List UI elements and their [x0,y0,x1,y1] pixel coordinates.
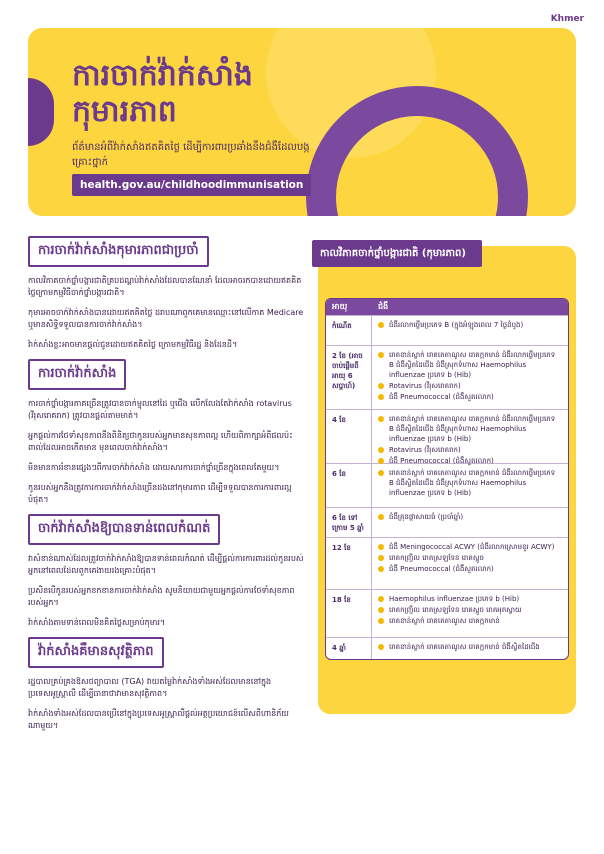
table-body [326,315,568,659]
disease-text: ជំងឺ Pneumococcal (ជំងឺសួតរលាក) [389,457,494,465]
paragraph: អ្នកផ្តល់ការថែទាំសុខភាពនឹងពិនិត្យថាកូនរបស់អ្នកមានសុខភាពល្អ ហើយពិភាក្សាអំពីផលប៉ះពាល់ដែលអាចកើតមាន មុនពេលចាក់វ៉ាក់សាំង។ [28,431,293,452]
bullet-icon [378,596,384,602]
age-cell: 6 ខែ [326,464,372,507]
bullet-icon [378,618,384,624]
schedule-table [325,298,569,660]
decorative-leaf [28,78,54,146]
table-row [326,537,568,589]
paragraph: កុមារអាចចាក់វ៉ាក់សាំងបានដោយឥតគិតថ្លៃ ដរាបណាពួកគេមានឈ្មោះនៅលើកាត Medicare ឬមានសិទ្ធិទទួលបានការចាក់វ៉ាក់សាំង។ [28,308,304,329]
section-heading: ការចាក់វ៉ាក់សាំងកុមារភាពជាប្រចាំ [28,236,209,267]
disease-item [378,392,562,402]
disease-item [378,542,562,552]
language-label: Khmer [550,14,584,24]
disease-item [378,642,562,652]
age-cell: 2 ខែ (អាចចាប់ផ្តើមពីអាយុ 6 សប្តាហ៍) [326,346,372,409]
age-cell: 4 ខែ [326,410,372,463]
paragraph: វ៉ាក់សាំងតាមទាន់ពេលមិនគិតថ្លៃសម្រាប់កុមារ។ [28,618,166,627]
disease-text: ជំងឺ Meningococcal ACWY (ជំងឺរលាកស្រោមខួរ ACWY) [389,543,555,551]
disease-text: ជំងឺ Pneumococcal (ជំងឺសួតរលាក) [389,565,494,573]
disease-item [378,605,562,615]
bullet-icon [378,470,384,476]
website-link[interactable]: health.gov.au/childhoodimmunisation [72,174,311,196]
disease-text: រោគខាន់ស្លាក់ រោគតេតាណូស រោគក្អកមាន់ ជំងឺរលាកថ្លើមប្រភេទ B ជំងឺស្វិតដៃជើង ជំងឺស្រុកទំហាស Haemophilus influenzae ប្រភេទ b (Hib) [389,469,556,497]
schedule-title: កាលវិភាគចាក់ថ្នាំបង្ការជាតិ (កុមារភាព) [312,240,482,267]
age-cell: 12 ខែ [326,538,372,589]
schedule-panel [318,246,576,714]
paragraph: វ៉ាក់សាំងទាំងអស់ដែលបានប្រើនៅក្នុងប្រទេសអូស្ត្រាលីផ្តល់អត្ថប្រយោជន៍លើសពីហានិភ័យណាមួយ។ [28,709,289,730]
article-body [28,236,304,740]
disease-text: Rotavirus (វីរុសរោគរាក) [389,382,461,390]
disease-text: ជំងឺរលាកថ្លើមប្រភេទ B (ក្នុងអំឡុងពេល 7 ថ្ងៃដំបូង) [389,321,524,329]
page-title: ការចាក់វ៉ាក់សាំងកុមារភាព [72,58,253,129]
paragraph: កាលវិភាគចាក់ថ្នាំបង្ការជាតិគ្របដណ្តប់វ៉ាក់សាំងដែលបានណែនាំ ដែលអាចរកបានដោយឥតគិតថ្លៃក្រោមកម្មវិធីចាក់ថ្នាំបង្ការជាតិ។ [28,276,302,297]
age-cell: 18 ខែ [326,590,372,637]
disease-text: Haemophilus influenzae ប្រភេទ b (Hib) [389,595,520,603]
table-header [326,299,568,315]
paragraph: វ៉ាក់សាំងខ្លះអាចមានផ្តល់ជូនដោយឥតគិតថ្លៃ ក្រោមកម្មវិធីរដ្ឋ និងដែនដី។ [28,340,238,349]
section-on-time [28,514,304,629]
age-cell: កំណើត [326,316,372,345]
table-row [326,315,568,345]
disease-cell [372,346,568,409]
bullet-icon [378,607,384,613]
disease-cell [372,638,568,659]
disease-cell [372,508,568,537]
disease-text: រោគកញ្ជ្រិល រោគស្រឡទែន រោគស្អូច រោគអុតស្វាយ [389,606,522,614]
section-heading: ចាក់វ៉ាក់សាំងឱ្យបានទាន់ពេលកំណត់ [28,514,220,545]
bullet-icon [378,566,384,572]
paragraph: មិនមានការរំខានផ្សេងៗពីការចាក់វ៉ាក់សាំង ដោយសារការចាក់ថ្នាំច្រើនក្នុងពេលតែមួយ។ [28,463,280,472]
disease-cell [372,410,568,463]
paragraph: វាសំខាន់ណាស់ដែលត្រូវចាក់វ៉ាក់សាំងឱ្យបានទាន់ពេលកំណត់ ដើម្បីផ្តល់ការការពារដល់កូនរបស់អ្នកនៅពេលដែលពួកគេងាយរងគ្រោះបំផុត។ [28,554,304,575]
bullet-icon [378,322,384,328]
bullet-icon [378,352,384,358]
disease-item [378,468,562,498]
paragraph: កូនរបស់អ្នកនឹងត្រូវការការចាក់វ៉ាក់សាំងច្រើនដងនៅកុមារភាព ដើម្បីទទួលបានការការពារល្អបំផុត។ [28,483,292,504]
disease-text: ជំងឺ Pneumococcal (ជំងឺសួតរលាក) [389,393,494,401]
disease-cell [372,464,568,507]
hero-banner [28,28,576,216]
bullet-icon [378,447,384,453]
bullet-icon [378,644,384,650]
paragraph: ប្រសិនបើកូនរបស់អ្នកខកខានការចាក់វ៉ាក់សាំង សូមនិយាយជាមួយអ្នកផ្តល់ការថែទាំសុខភាពរបស់អ្នក។ [28,586,295,607]
section-heading: វ៉ាក់សាំងគឺមានសុវត្ថិភាព [28,637,164,668]
table-row [326,589,568,637]
disease-text: Rotavirus (វីរុសរោគរាក) [389,446,461,454]
disease-item [378,350,562,380]
column-header-disease: ជំងឺ [378,302,389,311]
section-routine [28,236,304,351]
bullet-icon [378,555,384,561]
section-heading: ការចាក់វ៉ាក់សាំង [28,359,126,390]
disease-item [378,414,562,444]
bullet-icon [378,416,384,422]
disease-item [378,320,562,330]
column-header-age: អាយុ [332,302,348,311]
paragraph: ការចាក់ថ្នាំបង្ការភាគច្រើនត្រូវបានចាក់ម្ជុលនៅដៃ ឬជើង លើកលែងតែវ៉ាក់សាំង rotavirus (វីរុសរោគរាក) ត្រូវបានផ្តល់តាមមាត់។ [28,399,292,420]
bullet-icon [378,394,384,400]
page-subtitle: ព័ត៌មានអំពីវ៉ាក់សាំងឥតគិតថ្លៃ ដើម្បីការពារប្រឆាំងនឹងជំងឺដែលបង្កគ្រោះថ្នាក់ [72,142,310,168]
disease-cell [372,538,568,589]
section-vaccination [28,359,304,506]
disease-item [378,512,562,522]
bullet-icon [378,514,384,520]
disease-item [378,445,562,455]
disease-item [378,616,562,626]
disease-cell [372,590,568,637]
bullet-icon [378,544,384,550]
table-row [326,637,568,659]
table-row [326,463,568,507]
disease-item [378,564,562,574]
section-safety [28,637,304,732]
table-row [326,345,568,409]
age-cell: 6 ខែ ទៅក្រោម 5 ឆ្នាំ [326,508,372,537]
table-row [326,507,568,537]
bullet-icon [378,383,384,389]
disease-item [378,381,562,391]
disease-text: រោគខាន់ស្លាក់ រោគតេតាណូស រោគក្អកមាន់ ជំងឺរលាកថ្លើមប្រភេទ B ជំងឺស្វិតដៃជើង ជំងឺស្រុកទំហាស Haemophilus influenzae ប្រភេទ b (Hib) [389,415,556,443]
disease-item [378,553,562,563]
disease-text: រោគខាន់ស្លាក់ រោគតេតាណូស រោគក្អកមាន់ ជំងឺរលាកថ្លើមប្រភេទ B ជំងឺស្វិតដៃជើង ជំងឺស្រុកទំហាស Haemophilus influenzae ប្រភេទ b (Hib) [389,351,556,379]
disease-cell [372,316,568,345]
age-cell: 4 ឆ្នាំ [326,638,372,659]
disease-text: រោគខាន់ស្លាក់ រោគតេតាណូស រោគក្អកមាន់ [389,617,500,625]
table-row [326,409,568,463]
disease-text: ជំងឺគ្រុនផ្តាសាយធំ (ប្រចាំឆ្នាំ) [389,513,464,521]
disease-text: រោគកញ្ជ្រិល រោគស្រឡទែន រោគស្អូច [389,554,484,562]
paragraph: រដ្ឋបាលគ្រប់គ្រងឱសថព្យាបាល (TGA) វាយតម្លៃវ៉ាក់សាំងទាំងអស់ដែលមាននៅក្នុងប្រទេសអូស្ត្រាលី ដើម្បីធានាថាវាមានសុវត្ថិភាព។ [28,677,272,698]
disease-item [378,594,562,604]
disease-text: រោគខាន់ស្លាក់ រោគតេតាណូស រោគក្អកមាន់ ជំងឺស្វិតដៃជើង [389,643,540,651]
